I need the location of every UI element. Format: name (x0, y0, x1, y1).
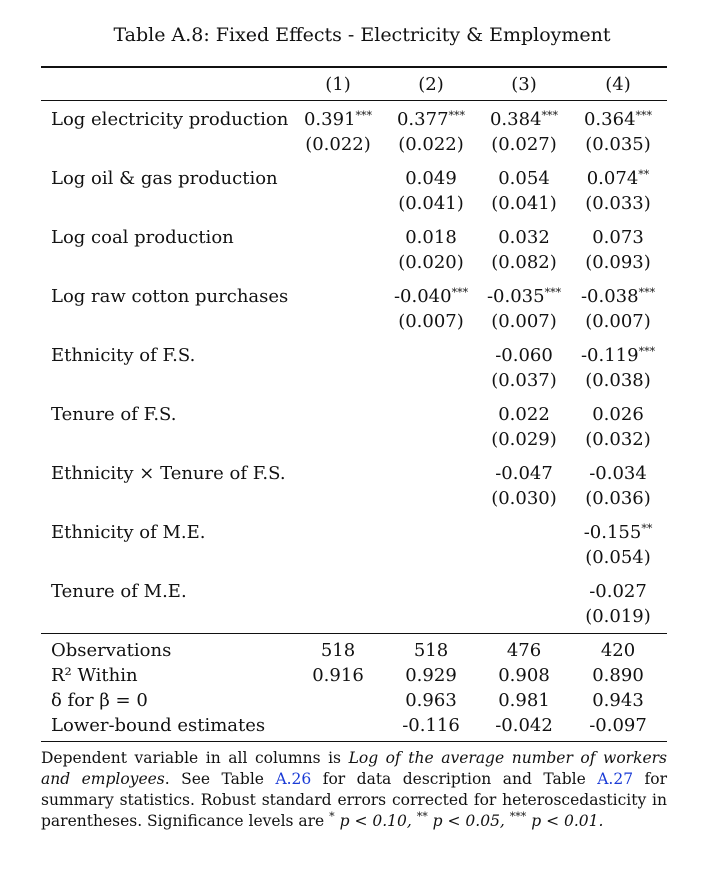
significance-marker: *** (509, 810, 527, 823)
column-header: (1) (325, 74, 351, 95)
coefficient-cell (386, 166, 476, 191)
standard-error-cell: (0.054) (585, 547, 651, 568)
significance-stars: *** (638, 286, 656, 299)
row-label: Ethnicity × Tenure of F.S. (51, 463, 286, 484)
column-header-row (41, 72, 667, 97)
coefficient-cell (573, 461, 663, 486)
stats-value: -0.097 (589, 715, 647, 736)
stats-value: 0.963 (405, 690, 457, 711)
column-header: (2) (418, 74, 444, 95)
coefficient-cell (479, 166, 569, 191)
stats-label: R² Within (51, 665, 138, 686)
stats-row (41, 638, 667, 663)
standard-error-cell: (0.035) (585, 134, 651, 155)
note-pvalue: p < 0.10, (334, 812, 417, 830)
row-label: Log electricity production (51, 109, 289, 130)
table-a26-link[interactable]: A.26 (275, 770, 312, 788)
stats-value: 0.929 (405, 665, 457, 686)
significance-stars: *** (451, 286, 469, 299)
coefficient-cell (573, 579, 663, 604)
coefficient-cell (573, 166, 663, 191)
stats-row (41, 713, 667, 738)
standard-error-cell: (0.082) (491, 252, 557, 273)
coefficient-value: -0.047 (495, 463, 553, 484)
coefficient-cell (573, 343, 663, 368)
significance-stars: *** (635, 109, 653, 122)
coefficient-value: 0.384 (489, 109, 542, 130)
row-label: Log coal production (51, 227, 234, 248)
note-text: . See Table (164, 770, 276, 788)
stats-row (41, 688, 667, 713)
header-rule (41, 100, 667, 101)
row-label: Log oil & gas production (51, 168, 278, 189)
coefficient-cell (573, 520, 663, 545)
coefficient-cell (479, 461, 569, 486)
stats-label: Lower-bound estimates (51, 715, 266, 736)
row-label: Tenure of F.S. (51, 404, 177, 425)
coefficient-cell (479, 402, 569, 427)
table-row (41, 284, 667, 334)
stats-label: δ for β = 0 (51, 690, 148, 711)
coefficient-cell (479, 107, 569, 132)
table-row (41, 461, 667, 511)
coefficient-value: -0.155 (583, 522, 642, 543)
standard-error-cell: (0.093) (585, 252, 651, 273)
coefficient-cell (479, 225, 569, 250)
standard-error-cell: (0.007) (491, 311, 557, 332)
note-text: Dependent variable in all columns is (41, 749, 349, 767)
coefficient-value: 0.032 (498, 227, 550, 248)
table-row (41, 166, 667, 216)
standard-error-cell: (0.036) (585, 488, 651, 509)
table-row (41, 343, 667, 393)
stats-value: 476 (506, 640, 542, 661)
coefficient-value: 0.018 (405, 227, 457, 248)
coefficient-value: -0.027 (589, 581, 647, 602)
standard-error-cell: (0.033) (585, 193, 651, 214)
stats-value: 0.908 (498, 665, 550, 686)
coefficient-cell (293, 107, 383, 132)
bottom-rule (41, 741, 667, 742)
stats-value: 0.916 (312, 665, 364, 686)
standard-error-cell: (0.041) (398, 193, 464, 214)
standard-error-cell: (0.007) (398, 311, 464, 332)
stats-value: -0.116 (402, 715, 460, 736)
coefficient-value: -0.034 (589, 463, 647, 484)
significance-stars: *** (544, 286, 562, 299)
coefficient-value: 0.054 (498, 168, 550, 189)
coefficient-value: -0.119 (580, 345, 639, 366)
table-row (41, 579, 667, 629)
stats-value: 0.981 (498, 690, 550, 711)
standard-error-cell: (0.020) (398, 252, 464, 273)
coefficient-value: 0.049 (405, 168, 457, 189)
note-pvalue: p < 0.01. (526, 812, 604, 830)
standard-error-cell: (0.037) (491, 370, 557, 391)
coefficient-value: 0.022 (498, 404, 550, 425)
coefficient-cell (479, 284, 569, 309)
coefficient-cell (386, 225, 476, 250)
coefficient-cell (386, 284, 476, 309)
standard-error-cell: (0.022) (305, 134, 371, 155)
table-row (41, 107, 667, 157)
standard-error-cell: (0.038) (585, 370, 651, 391)
note-dependent-variable: Log of the average number of workers and employees (41, 749, 667, 788)
standard-error-cell: (0.032) (585, 429, 651, 450)
coefficient-cell (386, 107, 476, 132)
top-rule (41, 66, 667, 68)
standard-error-cell: (0.041) (491, 193, 557, 214)
stats-value: 420 (600, 640, 636, 661)
standard-error-cell: (0.007) (585, 311, 651, 332)
stats-label: Observations (51, 640, 172, 661)
table-caption: Table A.8: Fixed Effects - Electricity & Employment (113, 24, 611, 46)
coefficient-cell (573, 225, 663, 250)
significance-stars: ** (638, 168, 650, 181)
table-row (41, 225, 667, 275)
table-a27-link[interactable]: A.27 (597, 770, 634, 788)
coefficient-value: 0.074 (586, 168, 639, 189)
row-label: Log raw cotton purchases (51, 286, 289, 307)
significance-stars: *** (541, 109, 559, 122)
column-header: (4) (605, 74, 631, 95)
significance-marker: ** (416, 810, 428, 823)
coefficient-value: 0.391 (303, 109, 356, 130)
coefficient-cell (573, 402, 663, 427)
coefficient-value: -0.035 (486, 286, 545, 307)
coefficient-cell (479, 343, 569, 368)
stats-value: 518 (320, 640, 356, 661)
coefficient-value: 0.377 (396, 109, 449, 130)
significance-stars: *** (355, 109, 373, 122)
coefficient-value: -0.060 (495, 345, 553, 366)
coefficient-value: 0.026 (592, 404, 644, 425)
standard-error-cell: (0.029) (491, 429, 557, 450)
standard-error-cell: (0.022) (398, 134, 464, 155)
note-text: for summary statistics. Robust standard errors corrected for heteroscedasticity in parentheses. Significance levels are (41, 770, 667, 830)
note-text: for data description and Table (311, 770, 598, 788)
coefficient-value: -0.038 (580, 286, 639, 307)
significance-stars: *** (448, 109, 466, 122)
coefficient-value: -0.040 (393, 286, 452, 307)
column-header: (3) (511, 74, 537, 95)
row-label: Ethnicity of M.E. (51, 522, 206, 543)
significance-stars: *** (638, 345, 656, 358)
significance-stars: ** (641, 522, 653, 535)
stats-value: 0.890 (592, 665, 644, 686)
stats-value: -0.042 (495, 715, 553, 736)
significance-marker: * (329, 810, 335, 823)
table-row (41, 520, 667, 570)
note-pvalue: p < 0.05, (427, 812, 510, 830)
coefficient-cell (573, 107, 663, 132)
stats-value: 0.943 (592, 690, 644, 711)
stats-value: 518 (413, 640, 449, 661)
stats-rule (41, 633, 667, 634)
stats-row (41, 663, 667, 688)
standard-error-cell: (0.019) (585, 606, 651, 627)
coefficient-value: 0.364 (583, 109, 636, 130)
row-label: Tenure of M.E. (51, 581, 187, 602)
coefficient-value: 0.073 (592, 227, 644, 248)
row-label: Ethnicity of F.S. (51, 345, 196, 366)
standard-error-cell: (0.027) (491, 134, 557, 155)
coefficient-cell (573, 284, 663, 309)
table-row (41, 402, 667, 452)
standard-error-cell: (0.030) (491, 488, 557, 509)
stats-table (41, 638, 667, 738)
table-note (41, 748, 667, 832)
